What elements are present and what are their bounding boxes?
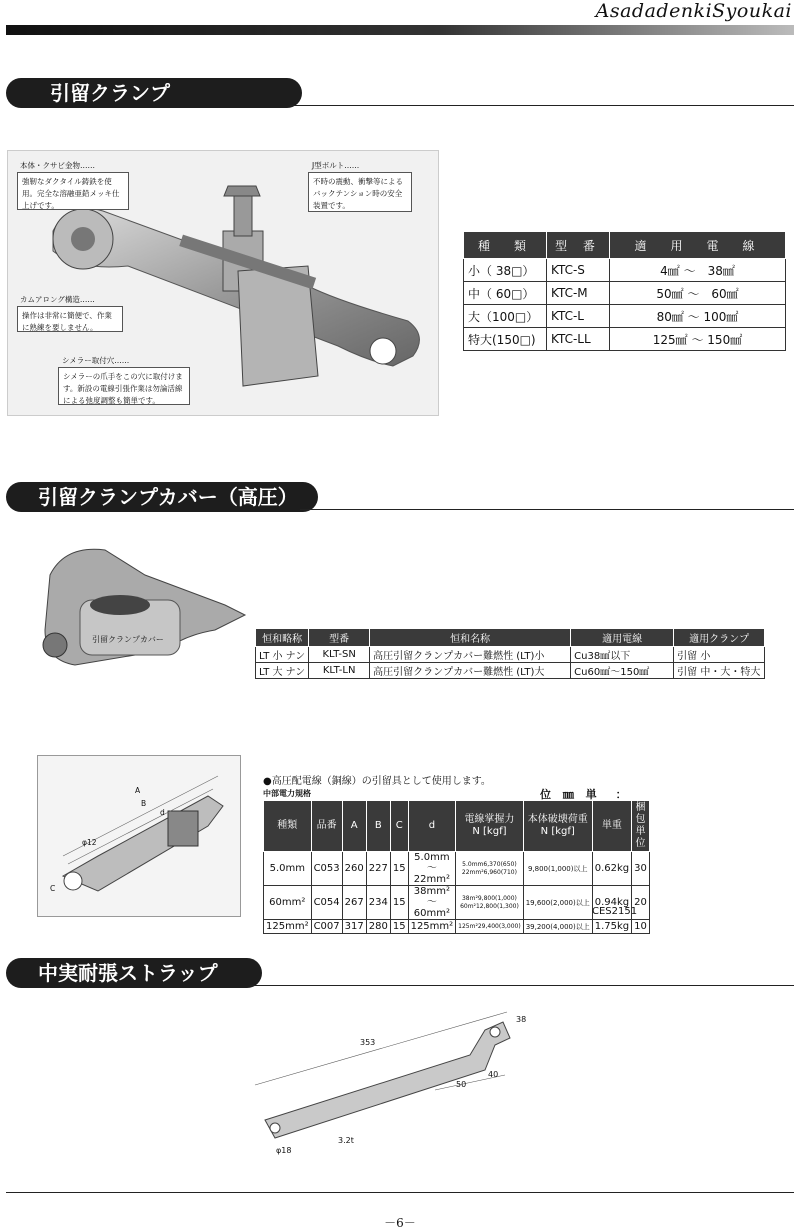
table-cell: 15 — [390, 852, 408, 886]
table-row — [464, 282, 786, 305]
cam-along-label: カムアロング構造…… — [20, 295, 95, 304]
table-cell: 80㎟ ～ 100㎟ — [610, 305, 786, 328]
cover-header-wire: 適用電線 — [571, 629, 674, 647]
section-title-clamp: 引留クランプ — [6, 78, 302, 108]
table-cell: 9,800(1,000)以上 — [523, 852, 592, 886]
table-cell: 引留 小 — [674, 647, 765, 663]
table-cell: 5.0mm6,370(650) 22mm²6,960(710) — [456, 852, 524, 886]
table-cell: 1.75kg — [592, 920, 631, 934]
dim-width: 38 — [516, 1015, 527, 1024]
dim-label-c: C — [50, 884, 56, 893]
table-row — [464, 305, 786, 328]
cam-along-callout: 操作は非常に簡便で、作業に熟練を要しません。 — [17, 306, 123, 332]
dim-length: 353 — [360, 1038, 376, 1047]
page-number: －6－ — [384, 1216, 416, 1230]
body-metal-label: 本体・クサビ金物…… — [20, 161, 95, 170]
table-cell: 60mm² — [264, 886, 312, 920]
table-cell: 特大(150□) — [464, 328, 547, 351]
dim-label-b: B — [141, 799, 147, 808]
table-cell: 38mm²～ 60mm² — [408, 886, 456, 920]
brand-title: AsadadenkiSyoukai — [595, 0, 792, 22]
cover-spec-table — [255, 628, 765, 679]
cover-header-abbr: 恒和略称 — [256, 629, 309, 647]
dim-d2: 40 — [488, 1070, 499, 1079]
cu-header: 単重 — [592, 801, 631, 852]
body-metal-callout: 強靭なダクタイル鋳鉄を使用。完全な溶融亜鉛メッキ仕上げです。 — [17, 172, 129, 210]
table-cell: KTC-LL — [547, 328, 610, 351]
cu-header: B — [366, 801, 390, 852]
table-row — [256, 647, 765, 663]
table-cell: 中（ 60□） — [464, 282, 547, 305]
cu-clamp-illustration — [38, 756, 240, 916]
table-cell: 267 — [342, 886, 366, 920]
shackle-hole-label: シメラー取付穴…… — [62, 356, 130, 365]
dim-d1: 50 — [456, 1080, 467, 1089]
table-cell: 234 — [366, 886, 390, 920]
cover-header-clamp: 適用クランプ — [674, 629, 765, 647]
table-cell: C053 — [311, 852, 342, 886]
cu-clamp-diagram — [37, 755, 241, 917]
table-cell: 4㎟ ～ 38㎟ — [610, 259, 786, 282]
table-cell: 227 — [366, 852, 390, 886]
table-row — [264, 920, 650, 934]
table-cell: 125mm² — [408, 920, 456, 934]
cu-note: ●高圧配電線（銅線）の引留具として使用します。 — [263, 776, 491, 787]
table-cell: C054 — [311, 886, 342, 920]
table-cell: 10 — [632, 920, 650, 934]
strap-illustration — [245, 1010, 545, 1160]
header-bar — [6, 25, 794, 35]
table-cell: 引留 中・大・特大 — [674, 663, 765, 679]
dim-hole: φ18 — [276, 1146, 292, 1155]
table-cell: 5.0mm～ 22mm² — [408, 852, 456, 886]
table-cell: KLT-SN — [309, 647, 370, 663]
table-cell: 大（100□） — [464, 305, 547, 328]
table-cell: 50㎟ ～ 60㎟ — [610, 282, 786, 305]
dim-thickness: 3.2t — [338, 1136, 354, 1145]
section-divider — [300, 509, 794, 510]
cover-illustration — [35, 535, 250, 670]
section-divider — [290, 105, 794, 106]
table-row — [264, 852, 650, 886]
table-cell: C007 — [311, 920, 342, 934]
clamp-header-type: 種 類 — [464, 232, 547, 259]
j-bolt-callout: 不時の震動、衝撃等によるバックテンション時の安全装置です。 — [308, 172, 412, 212]
clamp-header-wire: 適 用 電 線 — [610, 232, 786, 259]
table-cell: 125mm² — [264, 920, 312, 934]
table-cell: 280 — [366, 920, 390, 934]
table-cell: 15 — [390, 920, 408, 934]
table-row — [464, 259, 786, 282]
table-row — [256, 663, 765, 679]
table-cell: 高圧引留クランプカバー難燃性 (LT)大 — [370, 663, 571, 679]
table-cell: 0.62kg — [592, 852, 631, 886]
cover-photo-label: 引留クランプカバー — [92, 635, 164, 644]
standard-code: CES2151 — [592, 906, 638, 917]
cu-header: C — [390, 801, 408, 852]
table-cell: 38m²9,800(1,000) 60m²12,800(1,300) — [456, 886, 524, 920]
shackle-hole-callout: シメラーの爪手をこの穴に取付けます。新設の電線引張作業は勿論活線による弛度調整も簡単です。 — [58, 367, 190, 405]
table-cell: 20 — [632, 886, 650, 920]
cu-header: d — [408, 801, 456, 852]
table-cell: Cu60㎟～150㎟ — [571, 663, 674, 679]
dim-label-a: A — [135, 786, 141, 795]
unit-label: 位 ㎜ 単 ： — [540, 788, 631, 801]
table-cell: 125m²29,400(3,000) — [456, 920, 524, 934]
table-cell: 39,200(4,000)以上 — [523, 920, 592, 934]
footer-divider — [6, 1192, 794, 1193]
table-cell: 小（ 38□） — [464, 259, 547, 282]
cover-header-name: 恒和名称 — [370, 629, 571, 647]
cu-header: A — [342, 801, 366, 852]
table-cell: 317 — [342, 920, 366, 934]
table-cell: 19,600(2,000)以上 — [523, 886, 592, 920]
table-cell: KTC-S — [547, 259, 610, 282]
table-cell: 5.0mm — [264, 852, 312, 886]
dim-label-hole: φ12 — [82, 838, 97, 847]
section-divider — [250, 985, 794, 986]
table-cell: 30 — [632, 852, 650, 886]
clamp-header-model: 型 番 — [547, 232, 610, 259]
table-cell: 0.94kg — [592, 886, 631, 920]
table-cell: 260 — [342, 852, 366, 886]
dim-label-d: d — [160, 808, 165, 817]
cu-header: 梱包単位 — [632, 801, 650, 852]
cu-header: 品番 — [311, 801, 342, 852]
clamp-spec-table — [463, 231, 786, 351]
cover-header-model: 型番 — [309, 629, 370, 647]
section-title-cover: 引留クランプカバー（高圧） — [6, 482, 318, 512]
table-cell: 15 — [390, 886, 408, 920]
table-cell: LT 小 ナン — [256, 647, 309, 663]
table-cell: Cu38㎟以下 — [571, 647, 674, 663]
strap-diagram — [245, 1010, 545, 1160]
table-cell: LT 大 ナン — [256, 663, 309, 679]
cu-header: 種類 — [264, 801, 312, 852]
table-cell: KTC-L — [547, 305, 610, 328]
table-cell: KTC-M — [547, 282, 610, 305]
cover-photo — [35, 535, 250, 670]
cu-header: 電線掌握力 N [kgf] — [456, 801, 524, 852]
cu-subtitle: 中部電力規格 — [263, 789, 311, 798]
table-cell: KLT-LN — [309, 663, 370, 679]
cu-header: 本体破壊荷重 N [kgf] — [523, 801, 592, 852]
table-cell: 125㎟ ～ 150㎟ — [610, 328, 786, 351]
section-title-strap: 中実耐張ストラップ — [6, 958, 262, 988]
table-row — [464, 328, 786, 351]
j-bolt-label: J型ボルト…… — [312, 161, 360, 170]
table-cell: 高圧引留クランプカバー難燃性 (LT)小 — [370, 647, 571, 663]
